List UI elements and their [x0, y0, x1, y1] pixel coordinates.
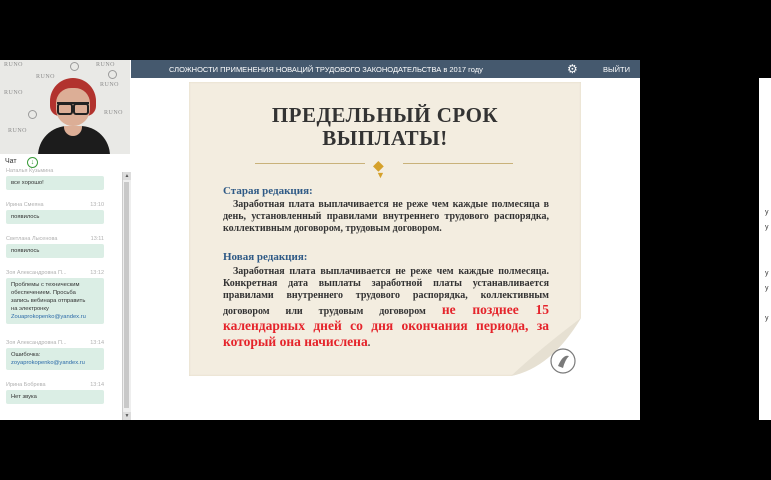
message-time: 13:10 [90, 202, 104, 208]
chat-message [6, 340, 114, 370]
message-email-link[interactable]: Zouaprokopenko@yandex.ru [11, 314, 86, 320]
message-author: Ирина Бобрева [6, 382, 46, 388]
scroll-down-arrow-icon[interactable]: ▼ [124, 413, 130, 419]
message-time: 13:14 [90, 340, 104, 346]
message-text: обеспечением. Просьба [11, 290, 76, 296]
logo-watermark: RUNO [96, 62, 116, 68]
decorative-divider [255, 163, 365, 164]
ornament-icon: ◆ [373, 157, 384, 173]
message-text: запись вебинара отправить [11, 298, 86, 304]
webcam-video [0, 60, 130, 154]
message-time: 13:11 [90, 236, 104, 242]
message-text: Проблемы с техническим [11, 282, 80, 288]
message-text: появилось [11, 214, 40, 220]
scroll-up-arrow-icon[interactable]: ▲ [124, 173, 130, 179]
decorative-divider [403, 163, 513, 164]
logo-emblem [28, 110, 37, 119]
message-text: все хорошо! [11, 180, 44, 186]
logo-watermark: RUNO [104, 110, 124, 116]
message-text: появилось [11, 248, 40, 254]
message-bubble [6, 244, 104, 258]
message-author: Зоя Александровна П... [6, 340, 67, 346]
slide-title [189, 104, 581, 150]
new-version-text-highlight: не позднее 15 календарных дней со дня окончания периода, за который она начислена [223, 302, 550, 349]
chat-message-list[interactable] [0, 168, 122, 420]
presenter [44, 78, 104, 154]
message-text: Ошибочка: [11, 352, 41, 358]
logo-emblem [70, 62, 79, 71]
logo-watermark: RUNO [36, 74, 56, 80]
new-version-heading: Новая редакция: [223, 251, 308, 263]
ornament-drop-icon: ▼ [376, 170, 385, 180]
message-author: Наталья Кузьмина [6, 168, 54, 174]
top-bar [131, 60, 640, 78]
chat-message [6, 202, 114, 224]
chat-message [6, 236, 114, 258]
slide-title-line: ВЫПЛАТЫ! [322, 126, 448, 150]
webinar-app [0, 60, 769, 420]
new-version-text-main: Заработная плата выплачивается не реже чем каждые полмесяца. Конкретная дата выплаты заработной платы устанавливается правилами внутреннего трудового распорядка, коллективным договором или трудовым договором [223, 266, 549, 317]
chat-message [6, 382, 114, 404]
slide-title-line: ПРЕДЕЛЬНЫЙ СРОК [271, 103, 499, 127]
page-curl-decoration [511, 318, 581, 376]
webinar-title: СЛОЖНОСТИ ПРИМЕНЕНИЯ НОВАЦИЙ ТРУДОВОГО ЗАКОНОДАТЕЛЬСТВА в 2017 году [169, 65, 483, 74]
message-author: Ирина Смеяна [6, 202, 44, 208]
next-slide-preview: у у у у у [759, 78, 771, 420]
message-bubble [6, 348, 104, 370]
logo-watermark: RUNO [100, 82, 120, 88]
logo-watermark: RUNO [4, 90, 24, 96]
message-author: Светлана Лысенова [6, 236, 58, 242]
chat-download-icon[interactable]: ↓ [27, 157, 38, 168]
message-text: на электронку [11, 306, 49, 312]
message-time: 13:12 [90, 270, 104, 276]
presentation-area [131, 78, 769, 420]
message-bubble [6, 176, 104, 190]
message-email-link[interactable]: zoyaprokopenko@yandex.ru [11, 360, 85, 366]
gear-icon[interactable]: ⚙ [567, 62, 578, 76]
new-version-text [223, 266, 549, 350]
message-bubble [6, 278, 104, 324]
message-author: Зоя Александровна П... [6, 270, 67, 276]
chat-title: Чат [5, 158, 17, 165]
message-time: 13:14 [90, 382, 104, 388]
chat-message [6, 270, 114, 324]
logout-button[interactable]: ВЫЙТИ [603, 65, 631, 74]
message-bubble [6, 390, 104, 404]
logo-watermark: RUNO [4, 62, 24, 68]
logo-emblem [108, 70, 117, 79]
logo-watermark: RUNO [8, 128, 28, 134]
old-version-text: Заработная плата выплачивается не реже чем каждые полмесяца в день, установленный правилами внутреннего трудового распорядка, коллективным договором, трудовым договором. [223, 199, 549, 234]
chat-scrollbar[interactable] [122, 172, 131, 420]
message-text: Нет звука [11, 394, 37, 400]
message-bubble [6, 210, 104, 224]
old-version-heading: Старая редакция: [223, 185, 313, 197]
new-version-text-end: . [367, 338, 371, 349]
scrollbar-thumb[interactable] [124, 182, 129, 408]
chat-message [6, 168, 114, 190]
presentation-slide [189, 82, 581, 376]
